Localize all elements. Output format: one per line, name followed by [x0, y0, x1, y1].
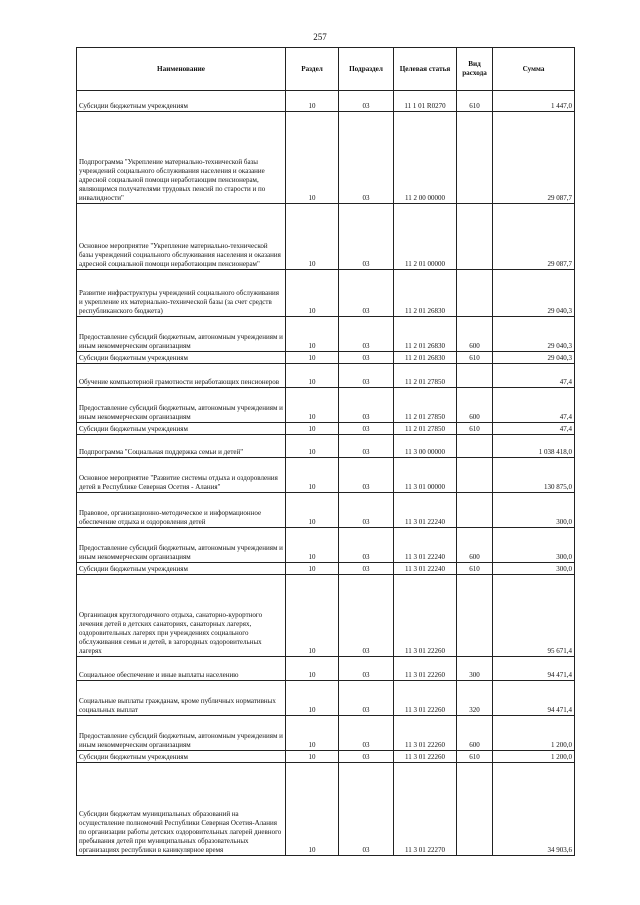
- row-kind: 320: [457, 681, 493, 716]
- page-number: 257: [313, 32, 327, 42]
- row-name: Субсидии бюджетам муниципальных образований на осуществление полномочий Республики Северная Осетия-Алания по организации работы детских оздоровительных лагерей дневного пребывания детей при муниципальных образовательных организациях республики в каникулярное время: [77, 763, 286, 856]
- row-subsection: 03: [339, 364, 394, 388]
- table-row: [77, 563, 575, 575]
- header-sum: Сумма: [493, 48, 575, 91]
- table-row: [77, 493, 575, 528]
- row-sum: 29 040,3: [493, 317, 575, 352]
- row-sum: 1 447,0: [493, 91, 575, 112]
- row-kind: [457, 270, 493, 317]
- table-row: [77, 681, 575, 716]
- row-name: Субсидии бюджетным учреждениям: [77, 91, 286, 112]
- row-name: Предоставление субсидий бюджетным, автономным учреждениям и иным некоммерческим организациям: [77, 528, 286, 563]
- row-name: Подпрограмма "Социальная поддержка семьи и детей": [77, 435, 286, 458]
- row-subsection: 03: [339, 528, 394, 563]
- row-name: Субсидии бюджетным учреждениям: [77, 423, 286, 435]
- row-kind: [457, 364, 493, 388]
- row-sum: 29 040,3: [493, 270, 575, 317]
- row-subsection: 03: [339, 458, 394, 493]
- row-target: 11 3 01 22240: [394, 528, 457, 563]
- row-subsection: 03: [339, 204, 394, 270]
- row-target: 11 2 01 27850: [394, 364, 457, 388]
- row-section: 10: [286, 763, 339, 856]
- table-row: [77, 112, 575, 204]
- row-sum: 94 471,4: [493, 657, 575, 681]
- row-name: Развитие инфраструктуры учреждений социального обслуживания и укрепление их материально-технической базы (за счет средств республиканского бюджета): [77, 270, 286, 317]
- table-row: [77, 317, 575, 352]
- row-kind: 610: [457, 563, 493, 575]
- row-name: Подпрограмма "Укрепление материально-технической базы учреждений социального обслуживания населения и оказание адресной социальной помощи неработающим пенсионерам, являющимся получателями трудовых пенсий по старости и по инвалидности": [77, 112, 286, 204]
- row-subsection: 03: [339, 91, 394, 112]
- row-sum: 29 087,7: [493, 112, 575, 204]
- row-kind: [457, 458, 493, 493]
- row-kind: 610: [457, 352, 493, 364]
- row-target: 11 3 01 22240: [394, 493, 457, 528]
- row-target: 11 3 01 22260: [394, 575, 457, 657]
- row-name: Субсидии бюджетным учреждениям: [77, 352, 286, 364]
- row-subsection: 03: [339, 112, 394, 204]
- row-name: Социальные выплаты гражданам, кроме публичных нормативных социальных выплат: [77, 681, 286, 716]
- row-subsection: 03: [339, 270, 394, 317]
- row-subsection: 03: [339, 493, 394, 528]
- row-section: 10: [286, 681, 339, 716]
- row-subsection: 03: [339, 716, 394, 751]
- row-target: 11 3 01 00000: [394, 458, 457, 493]
- row-subsection: 03: [339, 388, 394, 423]
- row-sum: 94 471,4: [493, 681, 575, 716]
- row-section: 10: [286, 388, 339, 423]
- row-name: Основное мероприятие "Развитие системы отдыха и оздоровления детей в Республике Северная Осетия - Алания": [77, 458, 286, 493]
- row-target: 11 3 00 00000: [394, 435, 457, 458]
- table-row: [77, 204, 575, 270]
- row-subsection: 03: [339, 352, 394, 364]
- row-section: 10: [286, 112, 339, 204]
- row-target: 11 2 01 26830: [394, 270, 457, 317]
- row-subsection: 03: [339, 563, 394, 575]
- table-row: [77, 657, 575, 681]
- row-target: 11 2 00 00000: [394, 112, 457, 204]
- table-row: [77, 528, 575, 563]
- row-sum: 300,0: [493, 563, 575, 575]
- row-target: 11 3 01 22240: [394, 563, 457, 575]
- row-kind: 610: [457, 91, 493, 112]
- row-name: Предоставление субсидий бюджетным, автономным учреждениям и иным некоммерческим организациям: [77, 317, 286, 352]
- budget-table: [76, 47, 575, 856]
- row-section: 10: [286, 423, 339, 435]
- row-name: Субсидии бюджетным учреждениям: [77, 563, 286, 575]
- row-sum: 34 903,6: [493, 763, 575, 856]
- row-sum: 1 200,0: [493, 716, 575, 751]
- row-section: 10: [286, 364, 339, 388]
- row-sum: 1 038 418,0: [493, 435, 575, 458]
- row-kind: [457, 204, 493, 270]
- row-kind: 300: [457, 657, 493, 681]
- row-kind: [457, 435, 493, 458]
- table-row: [77, 270, 575, 317]
- row-kind: 600: [457, 528, 493, 563]
- row-sum: 300,0: [493, 493, 575, 528]
- row-sum: 47,4: [493, 388, 575, 423]
- header-subsection: Подраздел: [339, 48, 394, 91]
- row-name: Основное мероприятие "Укрепление материально-технической базы учреждений социального обслуживания населения и оказания адресной социальной помощи неработающим пенсионерам": [77, 204, 286, 270]
- row-name: Правовое, организационно-методическое и информационное обеспечение отдыха и оздоровления детей: [77, 493, 286, 528]
- row-kind: 610: [457, 751, 493, 763]
- row-subsection: 03: [339, 763, 394, 856]
- row-target: 11 3 01 22260: [394, 716, 457, 751]
- row-kind: [457, 575, 493, 657]
- table-row: [77, 435, 575, 458]
- row-section: 10: [286, 563, 339, 575]
- row-name: Обучение компьютерной грамотности неработающих пенсионеров: [77, 364, 286, 388]
- row-kind: 600: [457, 716, 493, 751]
- row-kind: 600: [457, 317, 493, 352]
- table-row: [77, 751, 575, 763]
- row-section: 10: [286, 204, 339, 270]
- row-kind: [457, 493, 493, 528]
- header-target: Целевая статья: [394, 48, 457, 91]
- row-target: 11 1 01 R0270: [394, 91, 457, 112]
- header-section: Раздел: [286, 48, 339, 91]
- row-target: 11 3 01 22260: [394, 681, 457, 716]
- table-row: [77, 352, 575, 364]
- table-row: [77, 458, 575, 493]
- row-sum: 47,4: [493, 364, 575, 388]
- row-kind: [457, 763, 493, 856]
- table-row: [77, 388, 575, 423]
- row-sum: 130 875,0: [493, 458, 575, 493]
- row-sum: 47,4: [493, 423, 575, 435]
- row-sum: 300,0: [493, 528, 575, 563]
- row-name: Субсидии бюджетным учреждениям: [77, 751, 286, 763]
- row-section: 10: [286, 751, 339, 763]
- table-header-row: [77, 48, 575, 91]
- row-kind: 600: [457, 388, 493, 423]
- row-target: 11 2 01 26830: [394, 352, 457, 364]
- row-subsection: 03: [339, 751, 394, 763]
- row-section: 10: [286, 270, 339, 317]
- row-sum: 29 040,3: [493, 352, 575, 364]
- row-target: 11 3 01 22260: [394, 751, 457, 763]
- header-name: Наименование: [77, 48, 286, 91]
- row-target: 11 2 01 27850: [394, 388, 457, 423]
- row-section: 10: [286, 528, 339, 563]
- table-row: [77, 575, 575, 657]
- row-section: 10: [286, 575, 339, 657]
- row-section: 10: [286, 435, 339, 458]
- table-row: [77, 716, 575, 751]
- row-name: Организация круглогодичного отдыха, санаторно-курортного лечения детей в детских санаториях, санаторных лагерях, оздоровительных лагерях при учреждениях социального обслуживания семьи и детей, в загородных оздоровительных лагерях: [77, 575, 286, 657]
- row-target: 11 2 01 27850: [394, 423, 457, 435]
- header-kind: Вид расхода: [457, 48, 493, 91]
- row-kind: 610: [457, 423, 493, 435]
- row-name: Предоставление субсидий бюджетным, автономным учреждениям и иным некоммерческим организациям: [77, 388, 286, 423]
- row-section: 10: [286, 716, 339, 751]
- row-section: 10: [286, 317, 339, 352]
- row-section: 10: [286, 493, 339, 528]
- row-target: 11 3 01 22270: [394, 763, 457, 856]
- row-subsection: 03: [339, 575, 394, 657]
- table-row: [77, 91, 575, 112]
- row-name: Предоставление субсидий бюджетным, автономным учреждениям и иным некоммерческим организациям: [77, 716, 286, 751]
- row-target: 11 3 01 22260: [394, 657, 457, 681]
- table-row: [77, 763, 575, 856]
- row-target: 11 2 01 00000: [394, 204, 457, 270]
- row-sum: 95 671,4: [493, 575, 575, 657]
- row-target: 11 2 01 26830: [394, 317, 457, 352]
- table-row: [77, 364, 575, 388]
- row-subsection: 03: [339, 317, 394, 352]
- row-subsection: 03: [339, 657, 394, 681]
- row-section: 10: [286, 657, 339, 681]
- row-sum: 29 087,7: [493, 204, 575, 270]
- row-subsection: 03: [339, 681, 394, 716]
- table-row: [77, 423, 575, 435]
- row-name: Социальное обеспечение и иные выплаты населению: [77, 657, 286, 681]
- row-section: 10: [286, 91, 339, 112]
- row-sum: 1 200,0: [493, 751, 575, 763]
- row-subsection: 03: [339, 423, 394, 435]
- row-kind: [457, 112, 493, 204]
- row-section: 10: [286, 352, 339, 364]
- row-section: 10: [286, 458, 339, 493]
- row-subsection: 03: [339, 435, 394, 458]
